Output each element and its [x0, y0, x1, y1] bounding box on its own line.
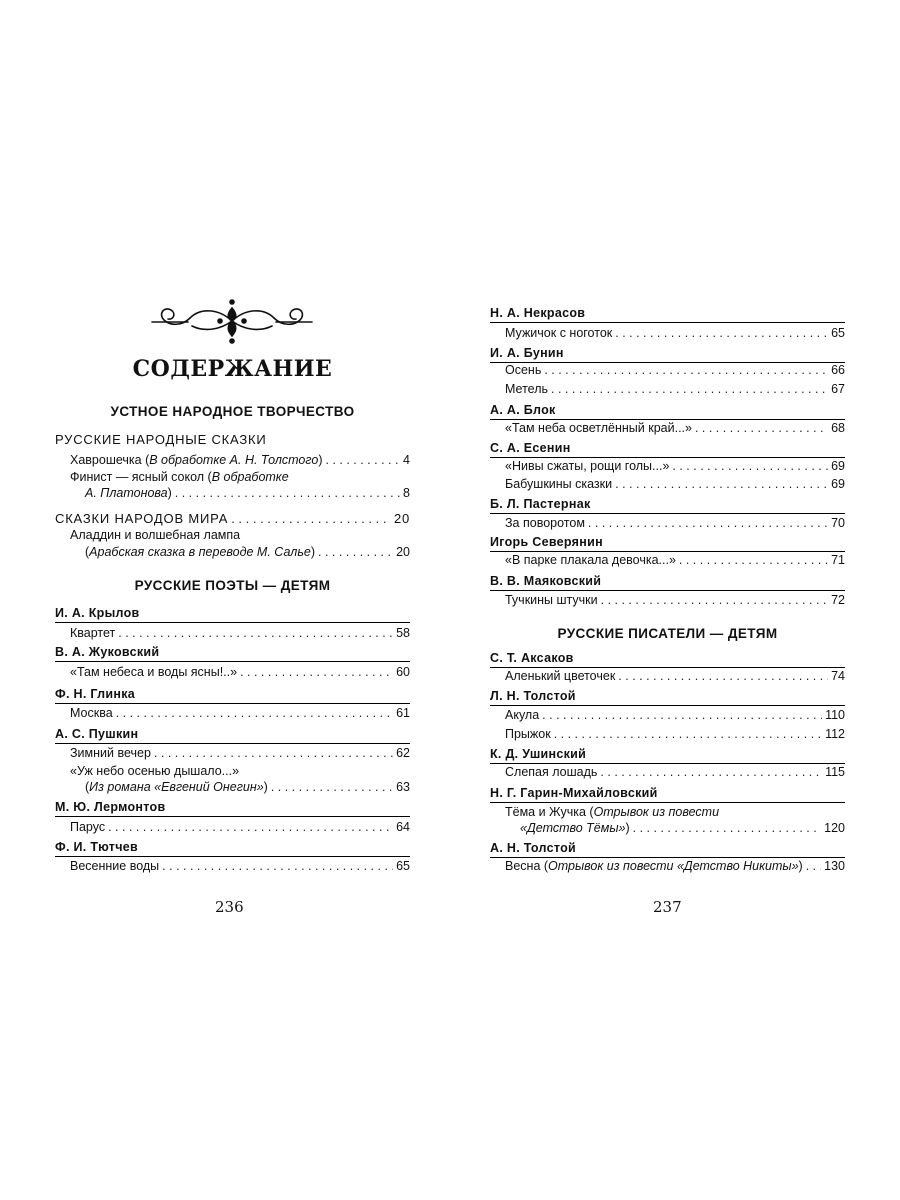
toc-entry[interactable]: А. Платонова) . . . 8: [85, 486, 410, 500]
toc-entry[interactable]: «Детство Тёмы») . . . 120: [520, 821, 845, 835]
toc-entry-line1[interactable]: Тёма и Жучка (Отрывок из повести: [505, 805, 720, 819]
author-name: С. Т. Аксаков: [490, 651, 574, 665]
author-name: Ф. Н. Глинка: [55, 687, 136, 701]
decorative-ornament: [148, 296, 316, 346]
group-heading-world-tales[interactable]: СКАЗКИ НАРОДОВ МИРА . . . 20: [55, 511, 410, 526]
toc-entry-line1[interactable]: Аладдин и волшебная лампа: [70, 528, 241, 542]
contents-title: СОДЕРЖАНИЕ: [132, 356, 333, 382]
divider: [55, 661, 410, 662]
divider: [490, 590, 845, 591]
author-name: И. А. Бунин: [490, 346, 564, 360]
toc-entry[interactable]: (Арабская сказка в переводе М. Салье) . . . 20: [85, 545, 410, 559]
divider: [490, 419, 845, 420]
group-heading-russian-tales: РУССКИЕ НАРОДНЫЕ СКАЗКИ: [55, 432, 267, 447]
divider: [490, 763, 845, 764]
toc-entry-line1[interactable]: «Уж небо осенью дышало...»: [70, 764, 240, 778]
toc-entry[interactable]: Парус . . . 64: [70, 820, 410, 834]
divider: [55, 703, 410, 704]
author-name: Ф. И. Тютчев: [55, 840, 138, 854]
section-heading-oral-folk: УСТНОЕ НАРОДНОЕ ТВОРЧЕСТВО: [110, 404, 355, 419]
toc-entry[interactable]: «В парке плакала девочка...» . . . 71: [505, 553, 845, 567]
toc-entry[interactable]: Прыжок . . . 112: [505, 727, 845, 741]
page-number: 237: [653, 898, 682, 916]
toc-entry[interactable]: Хаврошечка (В обработке А. Н. Толстого) . . . 4: [70, 453, 410, 467]
toc-entry[interactable]: Слепая лошадь . . . 115: [505, 765, 845, 779]
divider: [55, 816, 410, 817]
toc-entry-line1[interactable]: Финист — ясный сокол (В обработке: [70, 470, 289, 484]
toc-entry[interactable]: За поворотом . . . 70: [505, 516, 845, 530]
author-name: Б. Л. Пастернак: [490, 497, 591, 511]
toc-entry[interactable]: Зимний вечер . . . 62: [70, 746, 410, 760]
divider: [55, 743, 410, 744]
toc-entry[interactable]: Аленький цветочек . . . 74: [505, 669, 845, 683]
section-heading-writers: РУССКИЕ ПИСАТЕЛИ — ДЕТЯМ: [557, 626, 778, 641]
toc-entry[interactable]: Осень . . . 66: [505, 363, 845, 377]
author-name: К. Д. Ушинский: [490, 747, 587, 761]
author-name: М. Ю. Лермонтов: [55, 800, 166, 814]
author-name: Л. Н. Толстой: [490, 689, 576, 703]
divider: [490, 322, 845, 323]
author-name: Н. А. Некрасов: [490, 306, 586, 320]
divider: [490, 551, 845, 552]
toc-entry[interactable]: Акула . . . 110: [505, 708, 845, 722]
author-name: В. В. Маяковский: [490, 574, 602, 588]
author-name: С. А. Есенин: [490, 441, 571, 455]
author-name: В. А. Жуковский: [55, 645, 160, 659]
divider: [490, 667, 845, 668]
divider: [490, 802, 845, 803]
author-name: Н. Г. Гарин-Михайловский: [490, 786, 658, 800]
divider: [490, 705, 845, 706]
author-name: И. А. Крылов: [55, 606, 140, 620]
author-name: А. А. Блок: [490, 403, 556, 417]
author-name: А. С. Пушкин: [55, 727, 139, 741]
divider: [490, 857, 845, 858]
toc-entry[interactable]: (Из романа «Евгений Онегин») . . . 63: [85, 780, 410, 794]
toc-entry[interactable]: Тучкины штучки . . . 72: [505, 593, 845, 607]
toc-entry[interactable]: «Нивы сжаты, рощи голы...» . . . 69: [505, 459, 845, 473]
toc-entry[interactable]: Квартет . . . 58: [70, 626, 410, 640]
section-heading-poets: РУССКИЕ ПОЭТЫ — ДЕТЯМ: [134, 578, 331, 593]
author-name: А. Н. Толстой: [490, 841, 577, 855]
toc-entry[interactable]: Весенние воды . . . 65: [70, 859, 410, 873]
toc-entry[interactable]: Мужичок с ноготок . . . 65: [505, 326, 845, 340]
toc-entry[interactable]: Метель . . . 67: [505, 382, 845, 396]
divider: [490, 457, 845, 458]
divider: [55, 622, 410, 623]
page-number: 236: [215, 898, 244, 916]
toc-entry[interactable]: «Там неба осветлённый край...» . . . 68: [505, 421, 845, 435]
author-name: Игорь Северянин: [490, 535, 603, 549]
toc-entry[interactable]: Москва . . . 61: [70, 706, 410, 720]
divider: [490, 513, 845, 514]
divider: [55, 856, 410, 857]
toc-entry[interactable]: Бабушкины сказки . . . 69: [505, 477, 845, 491]
toc-entry[interactable]: «Там небеса и воды ясны!..» . . . 60: [70, 665, 410, 679]
toc-entry[interactable]: Весна (Отрывок из повести «Детство Никиты») . . . 130: [505, 859, 845, 873]
